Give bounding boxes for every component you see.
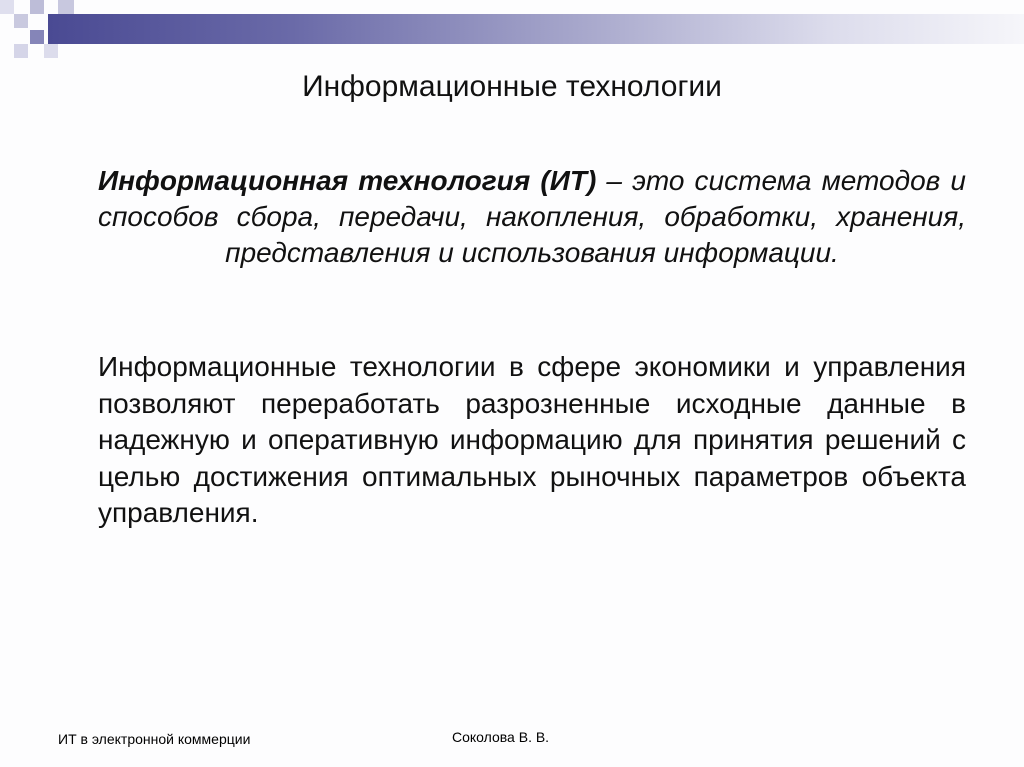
decorative-square xyxy=(14,44,28,58)
header-gradient-bar xyxy=(48,14,1024,44)
decorative-square xyxy=(44,44,58,58)
decorative-square xyxy=(0,0,14,14)
decorative-square xyxy=(30,30,44,44)
decorative-square xyxy=(30,0,44,14)
decorative-square xyxy=(58,0,74,14)
definition-text xyxy=(98,163,966,271)
footer-author: Соколова В. В. xyxy=(452,729,550,745)
footer-course-title: ИТ в электронной коммерции xyxy=(58,731,251,747)
definition-term: Информационная технология (ИТ) xyxy=(98,165,597,196)
definition-body: – это система методов и способов сбора, передачи, накопления, обработки, хранения, представления и использования информации. xyxy=(98,165,966,268)
slide-title: Информационные технологии xyxy=(302,70,722,103)
decorative-square xyxy=(14,14,28,28)
body-paragraph: Информационные технологии в сфере экономики и управления позволяют переработать разрозненные исходные данные в надежную и оперативную информацию для принятия решений с целью достижения оптимальных рыночных параметров объекта управления. xyxy=(98,351,966,528)
